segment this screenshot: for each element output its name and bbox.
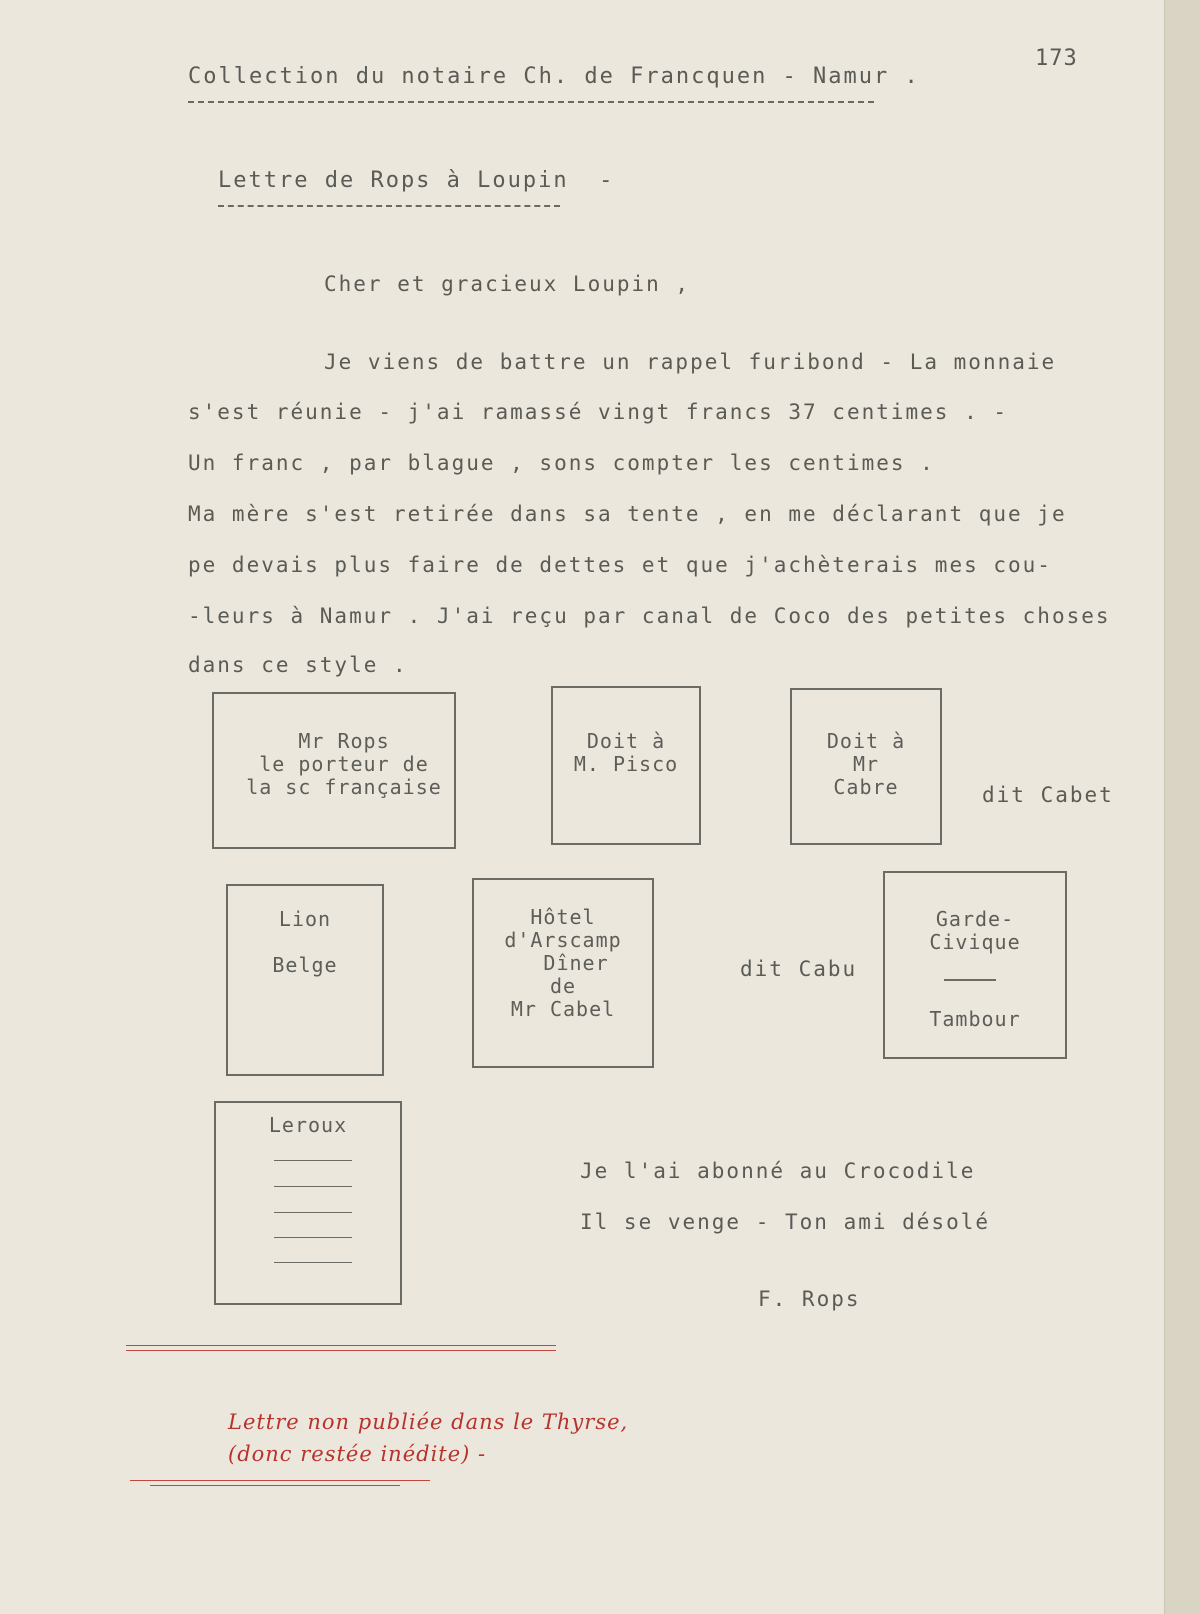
red-rule: [130, 1480, 430, 1481]
red-rule: [150, 1485, 400, 1486]
page-edge: [1164, 0, 1165, 1614]
letter-line: dans ce style .: [188, 653, 408, 677]
card-cabre-note: dit Cabet: [982, 783, 1114, 807]
closing-line: Il se venge - Ton ami désolé: [580, 1210, 991, 1234]
signature: F. Rops: [758, 1287, 861, 1311]
title-underline: [218, 205, 560, 207]
letter-line: -leurs à Namur . J'ai reçu par canal de Coco des petites choses: [188, 604, 1111, 628]
card-cabre-text: Doit à Mr Cabre: [826, 729, 906, 799]
letter-line: pe devais plus faire de dettes et que j'achèterais mes cou-: [188, 553, 1052, 577]
closing-line: Je l'ai abonné au Crocodile: [580, 1159, 976, 1183]
red-rule: [126, 1345, 556, 1346]
card-rops-text: Mr Rops le porteur de la sc française: [246, 729, 442, 799]
card-hotel-note: dit Cabu: [740, 957, 858, 981]
letter-line: Je viens de battre un rappel furibond - La monnaie: [324, 350, 1057, 374]
letter-line: Ma mère s'est retirée dans sa tente , en me déclarant que je: [188, 502, 1067, 526]
handwritten-note: Lettre non publiée dans le Thyrse,: [228, 1410, 629, 1434]
card-leroux-line: [274, 1237, 352, 1238]
header-underline: [188, 101, 874, 103]
salutation: Cher et gracieux Loupin ,: [324, 272, 691, 296]
letter-line: s'est réunie - j'ai ramassé vingt francs 37 centimes . -: [188, 400, 1009, 424]
card-garde-divider: [944, 979, 996, 981]
letter-line: Un franc , par blague , sons compter les centimes .: [188, 451, 935, 475]
letter-title: Lettre de Rops à Loupin -: [218, 168, 615, 193]
card-pisco-text: Doit à M. Pisco: [573, 729, 679, 776]
card-leroux-line: [274, 1262, 352, 1263]
card-leroux-text: Leroux: [268, 1113, 348, 1137]
card-lion-text: Lion Belge: [272, 907, 338, 977]
card-leroux-line: [274, 1212, 352, 1213]
card-leroux-line: [274, 1160, 352, 1161]
page-number: 173: [1035, 46, 1078, 71]
card-garde-text: Garde- Civique: [929, 907, 1021, 954]
card-leroux-line: [274, 1186, 352, 1187]
collection-header: Collection du notaire Ch. de Francquen - Namur .: [188, 64, 920, 89]
card-garde-bottom: Tambour: [929, 1007, 1021, 1031]
red-rule: [126, 1350, 556, 1351]
card-hotel-text: Hôtel d'Arscamp Dîner de Mr Cabel: [504, 905, 622, 1021]
handwritten-note: (donc restée inédite) -: [228, 1442, 487, 1466]
